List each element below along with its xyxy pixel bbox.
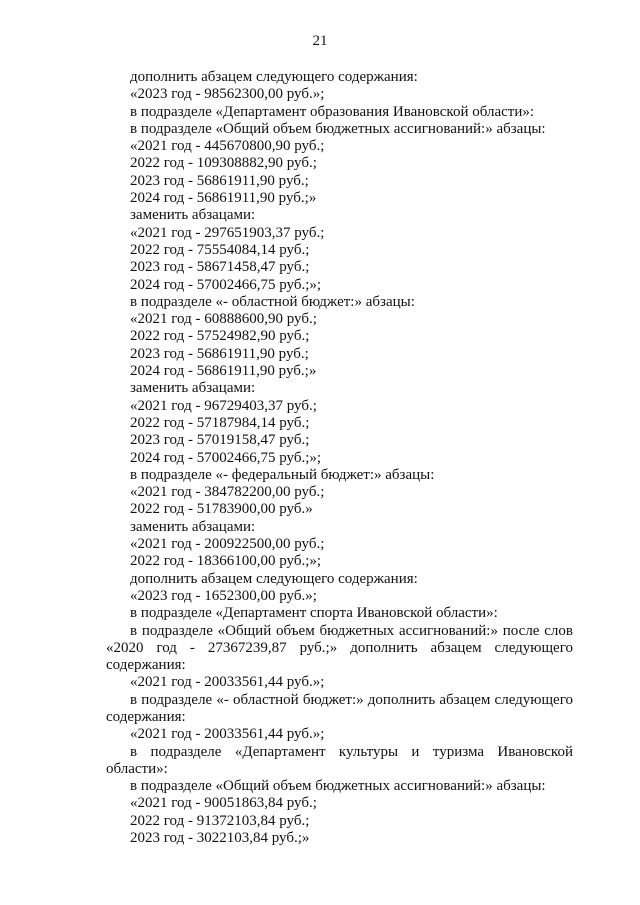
paragraph: 2024 год - 57002466,75 руб.;»;	[130, 449, 322, 466]
document-body	[106, 69, 573, 847]
paragraph: «2021 год - 96729403,37 руб.;	[130, 397, 317, 414]
paragraph: «2021 год - 200922500,00 руб.;	[130, 536, 325, 553]
paragraph: заменить абзацами:	[130, 207, 256, 224]
paragraph: 2022 год - 109308882,90 руб.;	[130, 155, 317, 172]
paragraph: в подразделе «- областной бюджет:» дополнить абзацем следующего содержания:	[106, 691, 573, 725]
paragraph: в подразделе «Общий объем бюджетных ассигнований:» после слов «2020 год - 27367239,87 руб.;» дополнить абзацем следующего содержания:	[106, 622, 573, 674]
paragraph: в подразделе «Департамент образования Ивановской области»:	[130, 103, 535, 120]
paragraph: 2023 год - 58671458,47 руб.;	[130, 259, 310, 276]
paragraph: 2023 год - 3022103,84 руб.;»	[130, 830, 310, 847]
paragraph: 2023 год - 56861911,90 руб.;	[130, 345, 309, 362]
paragraph: заменить абзацами:	[130, 518, 256, 535]
paragraph: 2022 год - 51783900,00 руб.»	[130, 501, 313, 518]
paragraph: «2021 год - 20033561,44 руб.»;	[130, 674, 325, 691]
paragraph: 2023 год - 57019158,47 руб.;	[130, 432, 310, 449]
paragraph: «2021 год - 297651903,37 руб.;	[130, 224, 325, 241]
paragraph: 2024 год - 56861911,90 руб.;»	[130, 190, 317, 207]
paragraph: 2022 год - 57187984,14 руб.;	[130, 414, 310, 431]
paragraph: в подразделе «- областной бюджет:» абзацы:	[130, 293, 415, 310]
paragraph: заменить абзацами:	[130, 380, 256, 397]
paragraph: «2021 год - 90051863,84 руб.;	[130, 795, 317, 812]
paragraph: «2021 год - 20033561,44 руб.»;	[130, 726, 325, 743]
paragraph: «2021 год - 445670800,90 руб.;	[130, 138, 325, 155]
paragraph: в подразделе «- федеральный бюджет:» абзацы:	[130, 466, 435, 483]
paragraph: дополнить абзацем следующего содержания:	[130, 570, 418, 587]
page-number: 21	[312, 33, 328, 49]
paragraph: в подразделе «Общий объем бюджетных ассигнований:» абзацы:	[130, 778, 546, 795]
paragraph: 2024 год - 56861911,90 руб.;»	[130, 363, 317, 380]
paragraph: 2023 год - 56861911,90 руб.;	[130, 172, 309, 189]
paragraph: в подразделе «Департамент спорта Ивановской области»:	[130, 605, 498, 622]
paragraph: «2021 год - 60888600,90 руб.;	[130, 311, 317, 328]
paragraph: в подразделе «Общий объем бюджетных ассигнований:» абзацы:	[130, 120, 546, 137]
paragraph: «2021 год - 384782200,00 руб.;	[130, 484, 325, 501]
paragraph: «2023 год - 98562300,00 руб.»;	[130, 86, 325, 103]
paragraph: 2022 год - 75554084,14 руб.;	[130, 241, 310, 258]
paragraph: 2022 год - 18366100,00 руб.;»;	[130, 553, 322, 570]
paragraph: 2022 год - 57524982,90 руб.;	[130, 328, 310, 345]
paragraph: дополнить абзацем следующего содержания:	[130, 69, 418, 85]
paragraph: в подразделе «Департамент культуры и туризма Ивановской области»:	[106, 743, 573, 777]
paragraph: 2022 год - 91372103,84 руб.;	[130, 812, 310, 829]
paragraph: 2024 год - 57002466,75 руб.;»;	[130, 276, 322, 293]
paragraph: «2023 год - 1652300,00 руб.»;	[130, 587, 317, 604]
